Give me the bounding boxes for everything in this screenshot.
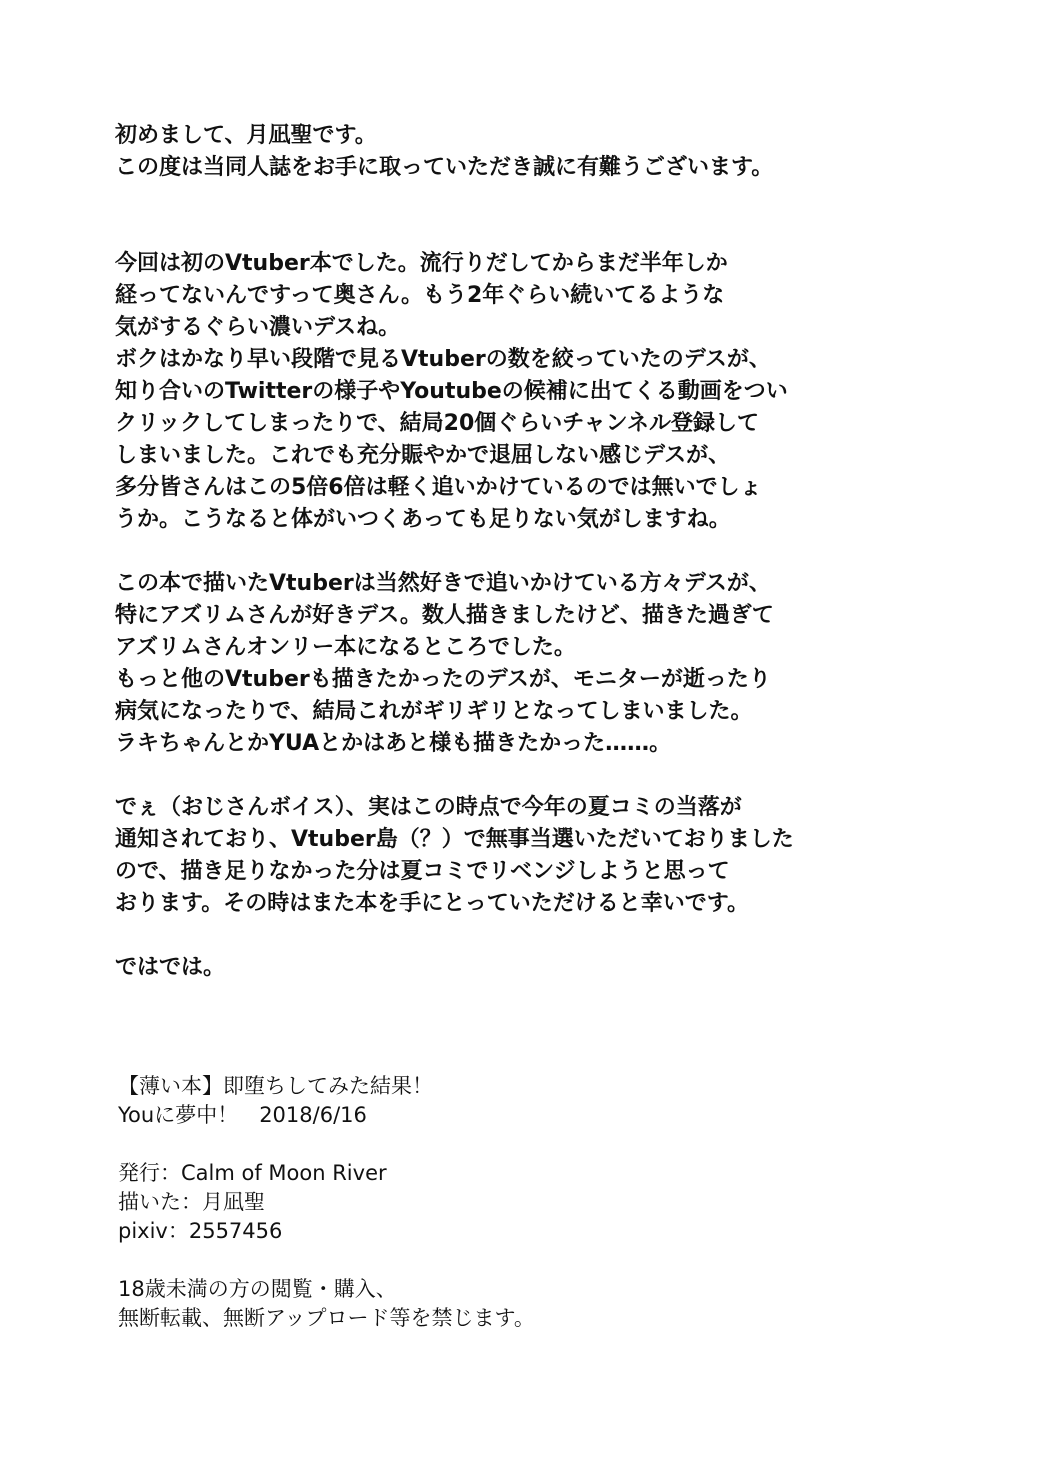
paragraph3-line: でぇ（おじさんボイス）、実はこの時点で今年の夏コミの当落が [115, 795, 742, 820]
book-title: 【薄い本】即堕ちしてみた結果！ [118, 1074, 433, 1098]
paragraph2-line: ラキちゃんとかYUAとかはあと様も描きたかった……。 [115, 731, 672, 756]
copyright-notice: 無断転載、無断アップロード等を禁じます。 [118, 1306, 535, 1330]
paragraph1-line: 気がするぐらい濃いデスね。 [115, 315, 401, 340]
pixiv-id: pixiv：2557456 [118, 1219, 283, 1243]
greeting-line: 初めまして、月凪聖です。 [115, 123, 377, 148]
paragraph1-line: 今回は初のVtuber本でした。流行りだしてからまだ半年しか [115, 251, 728, 276]
paragraph1-line: 多分皆さんはこの5倍6倍は軽く追いかけているのでは無いでしょ [115, 475, 762, 500]
paragraph2-line: この本で描いたVtuberは当然好きで追いかけている方々デスが、 [115, 571, 771, 596]
paragraph1-line: しまいました。これでも充分賑やかで退屈しない感じデスが、 [115, 443, 731, 468]
paragraph2-line: アズリムさんオンリー本になるところでした。 [115, 635, 576, 660]
paragraph2-line: 病気になったりで、結局これがギリギリとなってしまいました。 [115, 699, 753, 724]
book-subtitle-date: Youに夢中！ 2018/6/16 [118, 1103, 367, 1127]
paragraph2-line: もっと他のVtuberも描きたかったのデスが、モニターが逝ったり [115, 667, 771, 692]
spacer [115, 920, 975, 952]
publisher: 発行：Calm of Moon River [118, 1161, 387, 1185]
paragraph1-line: 知り合いのTwitterの様子やYoutubeの候補に出てくる動画をつい [115, 379, 788, 404]
paragraph3-line: 通知されており、Vtuber島（？）で無事当選いただいておりました [115, 827, 794, 852]
greeting-line: この度は当同人誌をお手に取っていただき誠に有難うございます。 [115, 155, 774, 180]
afterword-body [115, 120, 975, 984]
paragraph1-line: クリックしてしまったりで、結局20個ぐらいチャンネル登録して [115, 411, 759, 436]
paragraph3-line: おります。その時はまた本を手にとっていただけると幸いです。 [115, 891, 750, 916]
spacer [115, 760, 975, 792]
closing-line: ではでは。 [115, 955, 226, 980]
paragraph1-line: 経ってないんですって奥さん。もう2年ぐらい続いてるような [115, 283, 725, 308]
artist: 描いた：月凪聖 [118, 1190, 265, 1214]
spacer [118, 1130, 818, 1159]
spacer [115, 184, 975, 248]
paragraph1-line: うか。こうなると体がいつくあっても足りない気がしますね。 [115, 507, 731, 532]
paragraph3-line: ので、描き足りなかった分は夏コミでリベンジしようと思って [115, 859, 730, 884]
age-notice: 18歳未満の方の閲覧・購入、 [118, 1277, 397, 1301]
spacer [118, 1246, 818, 1275]
colophon [118, 1072, 818, 1333]
paragraph1-line: ボクはかなり早い段階で見るVtuberの数を絞っていたのデスが、 [115, 347, 771, 372]
spacer [115, 536, 975, 568]
paragraph2-line: 特にアズリムさんが好きデス。数人描きましたけど、描きた過ぎて [115, 603, 774, 628]
